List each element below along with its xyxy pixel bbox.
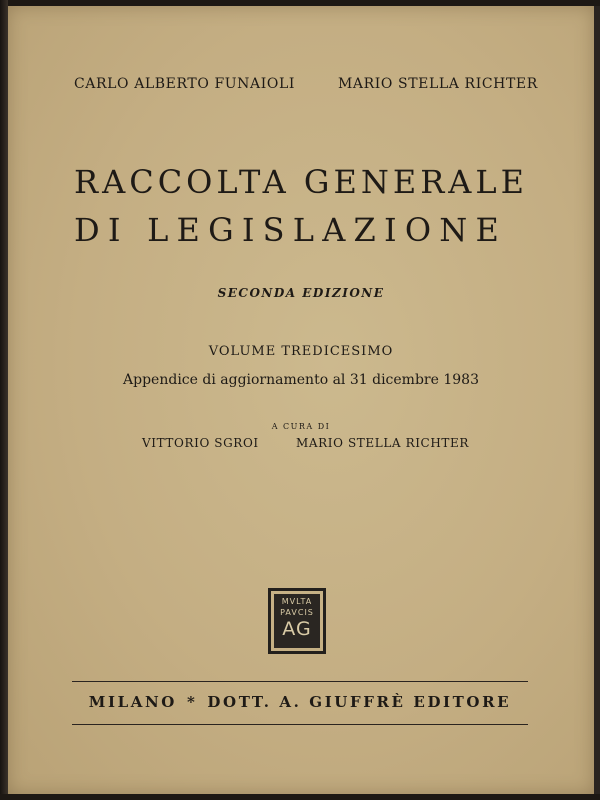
editor-left: VITTORIO SGROI	[142, 436, 259, 450]
publisher-separator: *	[186, 693, 198, 711]
title-line-2: DI LEGISLAZIONE	[74, 211, 508, 249]
appendix-subtitle: Appendice di aggiornamento al 31 dicembre 1983	[123, 372, 479, 388]
cover-bottom-edge	[0, 794, 600, 800]
cover-left-edge	[0, 0, 8, 800]
publisher-city: MILANO	[88, 693, 177, 711]
publisher-logo-inner	[274, 594, 320, 648]
publisher-rule-bottom	[72, 724, 528, 725]
curated-by-label: A CURA DI	[271, 422, 331, 431]
logo-letters: AG	[282, 618, 312, 640]
publisher-name: DOTT. A. GIUFFRÈ EDITORE	[207, 693, 512, 711]
edition-label: SECONDA EDIZIONE	[217, 286, 385, 300]
publisher-line	[72, 693, 528, 711]
publisher-rule-top	[72, 681, 528, 682]
book-cover	[8, 6, 594, 794]
logo-motto-line-2: PAVCIS	[280, 608, 314, 617]
editor-right: MARIO STELLA RICHTER	[296, 436, 470, 450]
volume-label: VOLUME TREDICESIMO	[208, 344, 394, 359]
author-left: CARLO ALBERTO FUNAIOLI	[74, 76, 295, 92]
title-line-1: RACCOLTA GENERALE	[74, 163, 529, 201]
publisher-logo-icon	[268, 588, 326, 654]
logo-motto-line-1: MVLTA	[281, 597, 313, 606]
author-right: MARIO STELLA RICHTER	[338, 76, 538, 92]
